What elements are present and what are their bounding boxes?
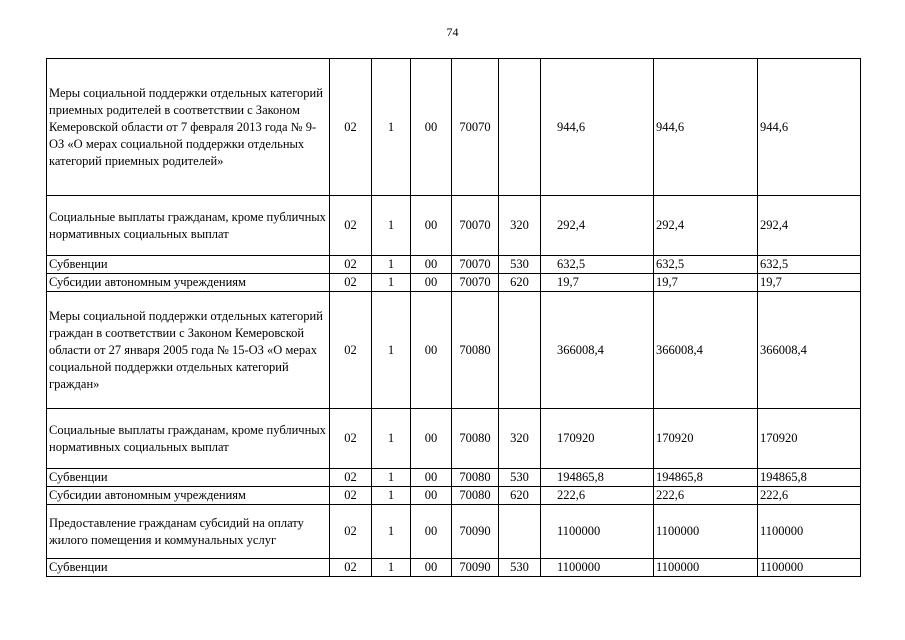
cell-section-code: 02 (330, 274, 372, 292)
cell-subprogram-code: 00 (411, 274, 452, 292)
cell-expense-type-code: 320 (499, 196, 541, 256)
cell-amount-year-2: 222,6 (654, 487, 758, 505)
cell-article-code: 70080 (452, 409, 499, 469)
cell-article-code: 70070 (452, 196, 499, 256)
cell-amount-year-2: 944,6 (654, 59, 758, 196)
cell-subprogram-code: 00 (411, 196, 452, 256)
cell-amount-year-2: 1100000 (654, 505, 758, 559)
cell-expense-type-code (499, 292, 541, 409)
cell-program-code: 1 (372, 274, 411, 292)
budget-table (46, 58, 861, 577)
cell-program-code: 1 (372, 292, 411, 409)
cell-description: Предоставление гражданам субсидий на оплату жилого помещения и коммунальных услуг (47, 505, 330, 559)
cell-program-code: 1 (372, 469, 411, 487)
cell-amount-year-1: 19,7 (541, 274, 654, 292)
cell-amount-year-3: 1100000 (758, 505, 861, 559)
cell-subprogram-code: 00 (411, 409, 452, 469)
cell-description: Субсидии автономным учреждениям (47, 274, 330, 292)
cell-expense-type-code (499, 505, 541, 559)
cell-section-code: 02 (330, 256, 372, 274)
cell-amount-year-2: 1100000 (654, 559, 758, 577)
cell-section-code: 02 (330, 196, 372, 256)
cell-subprogram-code: 00 (411, 505, 452, 559)
cell-amount-year-2: 194865,8 (654, 469, 758, 487)
table-row (47, 292, 861, 409)
cell-subprogram-code: 00 (411, 469, 452, 487)
cell-article-code: 70070 (452, 59, 499, 196)
cell-program-code: 1 (372, 59, 411, 196)
cell-article-code: 70070 (452, 274, 499, 292)
cell-expense-type-code: 320 (499, 409, 541, 469)
cell-expense-type-code: 620 (499, 274, 541, 292)
cell-article-code: 70070 (452, 256, 499, 274)
cell-description: Меры социальной поддержки отдельных категорий граждан в соответствии с Законом Кемеровской области от 27 января 2005 года № 15-ОЗ «О мерах социальной поддержки отдельных категорий граждан» (47, 292, 330, 409)
cell-program-code: 1 (372, 487, 411, 505)
cell-expense-type-code: 620 (499, 487, 541, 505)
cell-article-code: 70080 (452, 469, 499, 487)
cell-amount-year-2: 292,4 (654, 196, 758, 256)
cell-amount-year-1: 366008,4 (541, 292, 654, 409)
cell-section-code: 02 (330, 505, 372, 559)
cell-amount-year-3: 194865,8 (758, 469, 861, 487)
page-number: 74 (446, 25, 459, 39)
cell-expense-type-code: 530 (499, 469, 541, 487)
cell-amount-year-3: 222,6 (758, 487, 861, 505)
cell-subprogram-code: 00 (411, 256, 452, 274)
cell-amount-year-1: 194865,8 (541, 469, 654, 487)
cell-program-code: 1 (372, 505, 411, 559)
cell-expense-type-code: 530 (499, 559, 541, 577)
table-row (47, 196, 861, 256)
cell-amount-year-1: 1100000 (541, 505, 654, 559)
cell-subprogram-code: 00 (411, 487, 452, 505)
cell-subprogram-code: 00 (411, 559, 452, 577)
cell-article-code: 70090 (452, 559, 499, 577)
cell-amount-year-3: 292,4 (758, 196, 861, 256)
cell-article-code: 70090 (452, 505, 499, 559)
cell-description: Субсидии автономным учреждениям (47, 487, 330, 505)
cell-description: Субвенции (47, 256, 330, 274)
cell-amount-year-2: 632,5 (654, 256, 758, 274)
table-row (47, 256, 861, 274)
cell-description: Социальные выплаты гражданам, кроме публичных нормативных социальных выплат (47, 409, 330, 469)
cell-program-code: 1 (372, 409, 411, 469)
cell-section-code: 02 (330, 487, 372, 505)
cell-amount-year-1: 632,5 (541, 256, 654, 274)
table-row (47, 274, 861, 292)
cell-amount-year-3: 632,5 (758, 256, 861, 274)
cell-program-code: 1 (372, 559, 411, 577)
table-row (47, 59, 861, 196)
cell-description: Меры социальной поддержки отдельных категорий приемных родителей в соответствии с Законом Кемеровской области от 7 февраля 2013 года № 9-ОЗ «О мерах социальной поддержки отдельных категорий приемных родителей» (47, 59, 330, 196)
cell-expense-type-code: 530 (499, 256, 541, 274)
cell-program-code: 1 (372, 256, 411, 274)
cell-description: Социальные выплаты гражданам, кроме публичных нормативных социальных выплат (47, 196, 330, 256)
table-row (47, 487, 861, 505)
cell-section-code: 02 (330, 469, 372, 487)
cell-amount-year-3: 170920 (758, 409, 861, 469)
cell-subprogram-code: 00 (411, 59, 452, 196)
cell-amount-year-1: 1100000 (541, 559, 654, 577)
cell-amount-year-1: 170920 (541, 409, 654, 469)
cell-section-code: 02 (330, 559, 372, 577)
cell-amount-year-2: 19,7 (654, 274, 758, 292)
cell-amount-year-3: 366008,4 (758, 292, 861, 409)
cell-description: Субвенции (47, 469, 330, 487)
cell-description: Субвенции (47, 559, 330, 577)
cell-expense-type-code (499, 59, 541, 196)
cell-amount-year-1: 222,6 (541, 487, 654, 505)
cell-amount-year-3: 1100000 (758, 559, 861, 577)
cell-amount-year-2: 170920 (654, 409, 758, 469)
table-row (47, 409, 861, 469)
table-body (47, 59, 861, 577)
cell-amount-year-3: 19,7 (758, 274, 861, 292)
table-row (47, 469, 861, 487)
cell-amount-year-2: 366008,4 (654, 292, 758, 409)
cell-subprogram-code: 00 (411, 292, 452, 409)
cell-section-code: 02 (330, 409, 372, 469)
cell-article-code: 70080 (452, 487, 499, 505)
table-row (47, 559, 861, 577)
cell-section-code: 02 (330, 59, 372, 196)
cell-amount-year-1: 292,4 (541, 196, 654, 256)
cell-amount-year-3: 944,6 (758, 59, 861, 196)
cell-article-code: 70080 (452, 292, 499, 409)
cell-program-code: 1 (372, 196, 411, 256)
table-row (47, 505, 861, 559)
cell-amount-year-1: 944,6 (541, 59, 654, 196)
cell-section-code: 02 (330, 292, 372, 409)
